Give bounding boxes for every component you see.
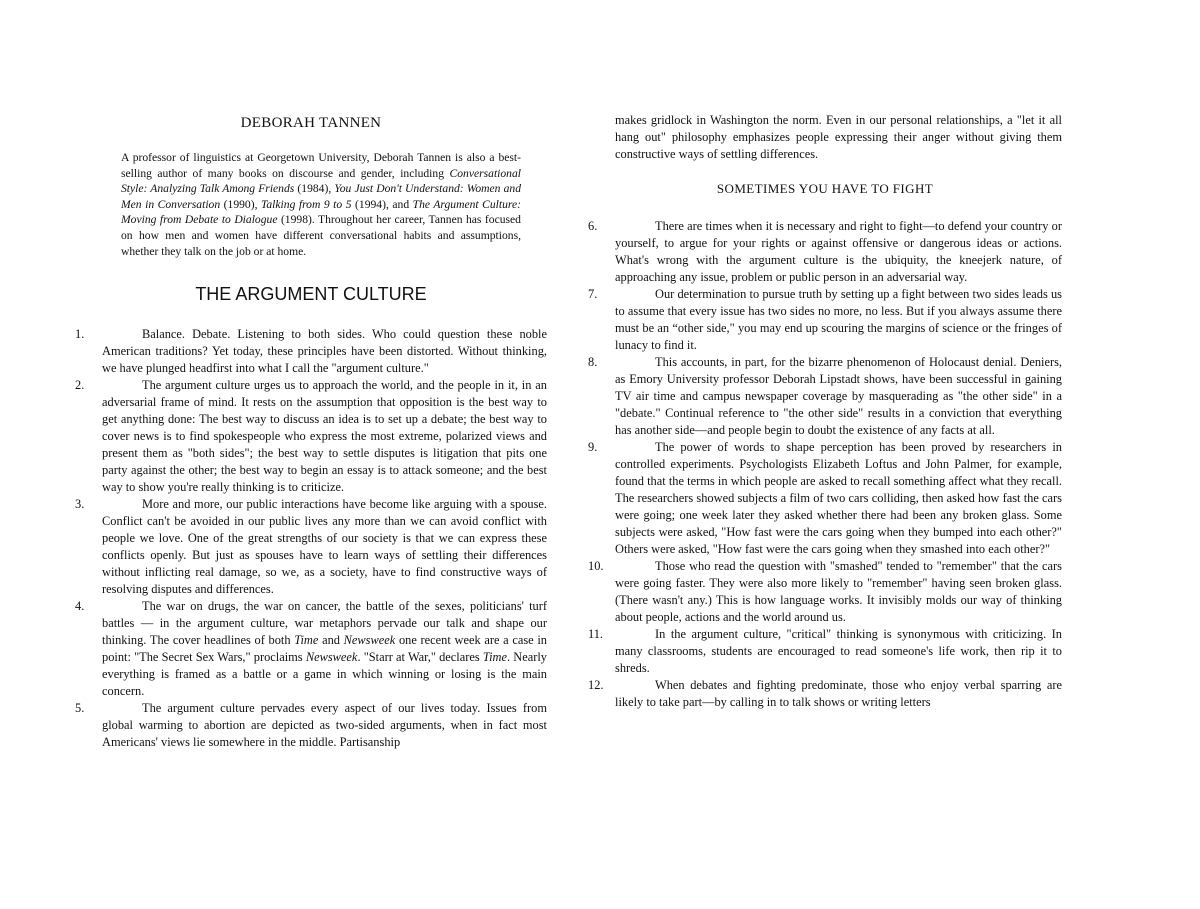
section-heading: SOMETIMES YOU HAVE TO FIGHT [716,181,934,196]
magazine-name: Newsweek [305,650,358,664]
essay-title: THE ARGUMENT CULTURE [195,284,427,304]
paragraph-number: 10. [588,559,604,573]
paragraph [588,439,1062,558]
paragraph-number: 8. [588,355,598,369]
paragraph-text: Those who read the question with "smashed" tended to "remember" that the cars were going faster. They were also more likely to "remember" having seen broken glass. (There wasn't any.) This is how language works. It invisibly molds our way of thinking about people, actions and the world around us. [615,559,1062,624]
paragraph-text: The power of words to shape perception has been proved by researchers in controlled experiments. Psychologists Elizabeth Loftus and John Palmer, for example, found that the terms in which people are asked to recall something affect what they recall. The researchers showed subjects a film of two cars colliding, then asked how fast the cars were going; one week later they asked whether there had been any broken glass. Some subjects were asked, "How fast were the cars going when they bumped into each other?" Others were asked, "How fast were the cars going when they smashed into each other?" [615,440,1062,556]
text-run: . "Starr at War," declares [357,650,483,664]
bio-book-title: You Just Don't Understand: Women and Men in Conversation [121,182,521,211]
text-run: one recent week are a case in point: "The Secret Sex Wars," proclaims [102,633,548,664]
bio-text: (1990), [220,197,261,211]
paragraph-number: 11. [588,627,604,641]
paragraph-number: 7. [588,287,598,301]
paragraph [588,218,1062,286]
paragraph-text: The argument culture pervades every aspect of our lives today. Issues from global warming to abortion are depicted as two-sided arguments, when in fact most Americans' views lie somewhere in the middle. Partisanship [102,701,547,749]
paragraph [75,598,547,700]
paragraph-number: 9. [588,440,598,454]
paragraph [588,626,1062,677]
bio-book-title: Conversational Style: Analyzing Talk Among Friends [121,166,521,196]
paragraph [588,677,1062,711]
author-heading: DEBORAH TANNEN [240,115,382,131]
paragraph [75,496,547,598]
continued-paragraph: makes gridlock in Washington the norm. Even in our personal relationships, a "let it all hang out" philosophy emphasizes people expressing their anger without giving them constructive ways of settling differences. [615,113,1062,161]
text-run: The war on drugs, the war on cancer, the battle of the sexes, politicians' turf battles — in the argument culture, war metaphors pervade our talk and shape our thinking. The cover headlines of both [102,599,547,647]
paragraph-text: When debates and fighting predominate, those who enjoy verbal sparring are likely to take part—by calling in to talk shows or writing letters [615,678,1062,709]
bio-text: (1984), [294,182,335,196]
paragraph-text: The argument culture urges us to approach the world, and the people in it, in an adversarial frame of mind. It rests on the assumption that opposition is the best way to get anything done: The best way to discuss an idea is to set up a debate; the best way to cover news is to find spokespeople who express the most extreme, polarized views and present them as "both sides"; the best way to settle disputes is litigation that pits one party against the other; the best way to begin an essay is to attack someone; and the best way to show you're really thinking is to criticize. [102,378,547,494]
bio-book-title: The Argument Culture: Moving from Debate to Dialogue [121,197,522,227]
paragraph-number: 3. [75,497,85,511]
bio-text: A professor of linguistics at Georgetown University, Deborah Tannen is also a best-selling author of many books on discourse and gender, including [121,151,521,180]
text-run: . Nearly everything is framed as a battle or a game in which winning or losing is the main concern. [102,650,547,698]
paragraph-text: More and more, our public interactions have become like arguing with a spouse. Conflict can't be avoided in our public lives any more than we can avoid conflict with people we love. One of the great strengths of our society is that we can express these conflicts openly. But just as spouses have to learn ways of settling their differences without inflicting real damage, so we, as a society, have to find constructive ways of resolving disputes and differences. [102,497,547,596]
paragraph [588,558,1062,626]
paragraph [75,700,547,751]
text-run: and [318,633,344,647]
paragraph [588,354,1062,439]
bio-text: (1998). Throughout her career, Tannen has focused on how men and women have different conversational habits and assumptions, whether they talk on the job or at home. [121,213,521,258]
right-paragraphs [588,218,1062,711]
paragraph-text: This accounts, in part, for the bizarre phenomenon of Holocaust denial. Deniers, as Emory University professor Deborah Lipstadt shows, have been successful in gaining TV air time and campus newspaper coverage by masquerading as "the other side" in a "debate." Continual reference to "the other side" results in a conviction that everything has another side—and people begin to doubt the existence of any facts at all. [615,355,1062,437]
paragraph [75,377,547,496]
paragraph-text: There are times when it is necessary and right to fight—to defend your country or yourself, to argue for your rights or against offensive or dangerous ideas or actions. What's wrong with the argument culture is the ubiquity, the kneejerk nature, of approaching any issue, problem or public person in an adversarial way. [615,219,1062,284]
magazine-name: Time [294,633,319,647]
paragraph [588,286,1062,354]
paragraph-number: 4. [75,599,85,613]
paragraph-text: Balance. Debate. Listening to both sides. Who could question these noble American traditions? Yet today, these principles have been distorted. Without thinking, we have plunged headfirst into what I call the "argument culture." [102,327,547,375]
author-bio [121,150,521,259]
paragraph-number: 1. [75,327,85,341]
paragraph-number: 5. [75,701,85,715]
paragraph-number: 2. [75,378,85,392]
bio-text: (1994), and [351,197,413,211]
paragraph-number: 12. [588,678,604,692]
bio-book-title: Talking from 9 to 5 [261,197,352,211]
paragraph-text [102,598,547,700]
paragraph-text: Our determination to pursue truth by setting up a fight between two sides leads us to assume that every issue has two sides no more, no less. But if you always assume there must be an “other side," you may end up scouring the margins of science or the fringes of lunacy to find it. [615,287,1062,352]
magazine-name: Time [482,650,507,664]
paragraph [75,326,547,377]
left-paragraphs [75,326,547,751]
paragraph-text: In the argument culture, "critical" thinking is synonymous with criticizing. In many classrooms, students are encouraged to read someone's life work, then rip it to shreds. [615,627,1062,675]
paragraph-number: 6. [588,219,598,233]
magazine-name: Newsweek [343,633,396,647]
